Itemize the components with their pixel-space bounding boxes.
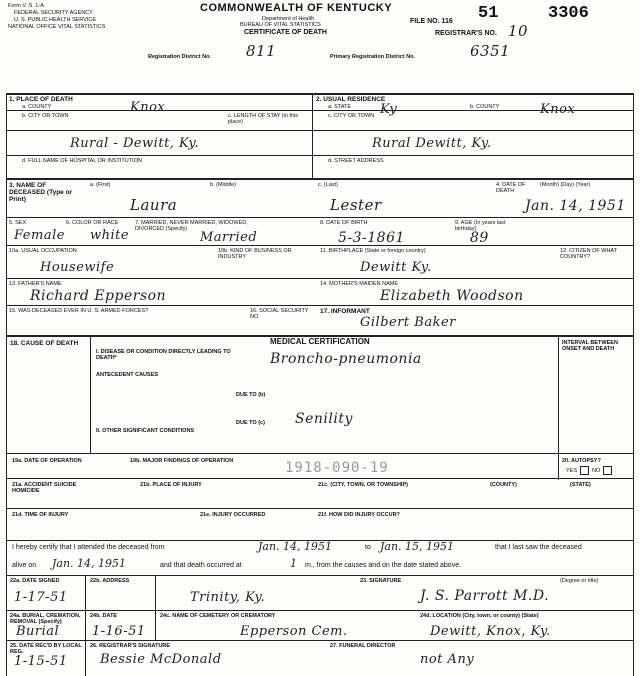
accident-label: 21a. ACCIDENT SUICIDE HOMICIDE [12, 482, 77, 494]
birthplace: Dewitt Ky. [360, 260, 432, 275]
agency-line-1: FEDERAL SECURITY AGENCY [14, 10, 93, 16]
death-hour: 1 [290, 557, 297, 570]
burial-date: 1-16-51 [92, 624, 146, 639]
injury-occurred-label: 21e. INJURY OCCURRED [200, 512, 266, 518]
birthplace-label: 11. BIRTHPLACE (State or foreign country) [320, 248, 426, 254]
location-label: 24d. LOCATION (City, town, or county) (State) [420, 613, 539, 619]
primary-reg-label: Primary Registration District No. [330, 54, 415, 60]
marital-label: 7. MARRIED, NEVER MARRIED, WIDOWED, DIVORCED (Specify) [135, 220, 248, 232]
recd-date: 1-15-51 [14, 654, 68, 669]
file-no-label: FILE NO. 116 [410, 18, 453, 25]
other-conditions-label: II. OTHER SIGNIFICANT CONDITIONS [96, 428, 195, 434]
date-of-death-label: 4. DATE OF DEATH [496, 182, 526, 194]
address-label: 22b. ADDRESS [90, 578, 130, 584]
burial: Burial [16, 624, 60, 639]
informant-label: 17. INFORMANT [320, 308, 370, 315]
death-county-label: a. COUNTY [22, 104, 52, 110]
certify-text-1: I hereby certify that I attended the deceased from [12, 544, 165, 551]
file-no-a: 51 [478, 4, 499, 23]
reg-district-label: Registration District No. [148, 54, 211, 60]
burial-label: 24a. BURIAL, CREMATION, REMOVAL (Specify) [10, 613, 81, 625]
armed-forces-label: 15. WAS DECEASED EVER IN U. S. ARMED FORCES? [9, 308, 149, 314]
date-signed-label: 22a. DATE SIGNED [10, 578, 60, 584]
medical-heading: MEDICAL CERTIFICATION [270, 337, 370, 346]
res-street-label: d. STREET ADDRESS [328, 158, 384, 164]
degree-label: (Degree or title) [560, 578, 599, 584]
autopsy-yes-box [580, 466, 589, 475]
primary-reg: 6351 [470, 42, 511, 60]
how-injury-label: 21f. HOW DID INJURY OCCUR? [318, 512, 400, 518]
certify-text-3: and that death occurred at [160, 562, 242, 569]
res-state: Ky [380, 102, 398, 117]
location: Dewitt, Knox, Ky. [430, 624, 551, 639]
antecedent-label: ANTECEDENT CAUSES [96, 372, 159, 378]
autopsy-no-box [603, 466, 612, 475]
cemetery-label: 24c. NAME OF CEMETERY OR CREMATORY [160, 613, 276, 619]
first-label: a. (First) [90, 182, 111, 188]
mother-label: 14. MOTHER'S MAIDEN NAME [320, 281, 399, 287]
reg-district: 811 [246, 42, 277, 60]
certify-from: Jan. 14, 1951 [258, 540, 333, 553]
res-city-label: c. CITY OR TOWN [328, 113, 375, 119]
dept-line: Department of Health [262, 16, 315, 22]
agency-line-2: U. S. PUBLIC HEALTH SERVICE [14, 17, 97, 23]
certify-text-4: m., from the causes and on the date stated above. [305, 562, 462, 569]
file-no-b: 3306 [548, 4, 589, 23]
race: white [90, 228, 130, 243]
res-county-label: b. COUNTY [470, 104, 500, 110]
race-label: 6. COLOR OR RACE [66, 220, 119, 226]
business-label: 10b. KIND OF BUSINESS OR INDUSTRY [218, 248, 292, 260]
certificate-title: CERTIFICATE OF DEATH [244, 29, 327, 36]
certify-to-word: to [365, 544, 371, 551]
hospital-label: d. FULL NAME OF HOSPITAL OR INSTITUTION [22, 158, 142, 164]
cause-c: Senility [295, 411, 353, 427]
autopsy-label: 20. AUTOPSY? [562, 458, 601, 464]
length-of-stay-label: c. LENGTH OF STAY (in this place) [228, 113, 298, 125]
stamp-number: 1918-090-19 [285, 460, 389, 476]
autopsy-no: NO [592, 468, 601, 474]
occupation: Housewife [40, 260, 115, 275]
findings-label: 19b. MAJOR FINDINGS OF OPERATION [130, 458, 234, 464]
funeral-director: not Any [420, 652, 475, 667]
ss-label: 16. SOCIAL SECURITY NO. [250, 308, 309, 320]
sex: Female [14, 228, 65, 243]
recd-label: 25. DATE REC'D BY LOCAL REG. [10, 643, 82, 655]
address: Trinity, Ky. [190, 590, 266, 605]
signature-label: 23. SIGNATURE [360, 578, 402, 584]
mdy-label: (Month) (Day) (Year) [540, 182, 591, 188]
certify-to: Jan. 15, 1951 [380, 540, 455, 553]
physician-signature: J. S. Parrott M.D. [420, 588, 550, 604]
funeral-director-label: 27. FUNERAL DIRECTOR [330, 643, 396, 649]
immediate-label: I. DISEASE OR CONDITION DIRECTLY LEADING TO DEATH* [96, 349, 231, 361]
injury-city-label: 21c. (CITY, TOWN, OR TOWNSHIP) [318, 482, 408, 488]
sex-label: 5. SEX [9, 220, 27, 226]
occupation-label: 10a. USUAL OCCUPATION [9, 248, 77, 254]
date-signed: 1-17-51 [14, 590, 68, 605]
injury-county-col: (COUNTY) [490, 482, 517, 488]
place-of-death-label: 1. PLACE OF DEATH [9, 96, 73, 103]
citizen-label: 12. CITIZEN OF WHAT COUNTRY? [560, 248, 617, 260]
informant: Gilbert Baker [360, 315, 456, 330]
mother: Elizabeth Woodson [380, 288, 524, 304]
form-number: Form V. S. 1-A [8, 3, 44, 9]
due-to-b: DUE TO (b) [236, 392, 266, 398]
residence-label: 2. USUAL RESIDENCE [316, 96, 386, 103]
father: Richard Epperson [30, 288, 167, 304]
due-to-c: DUE TO (c) [236, 420, 265, 426]
last-label: c. (Last) [318, 182, 338, 188]
birth: 5-3-1861 [338, 230, 405, 246]
deceased-first: Laura [130, 196, 178, 214]
immediate-cause: Broncho-pneumonia [270, 351, 422, 367]
marital: Married [200, 230, 258, 245]
death-county: Knox [130, 100, 166, 115]
middle-label: b. (Middle) [210, 182, 236, 188]
birth-label: 8. DATE OF BIRTH [320, 220, 368, 226]
cemetery: Epperson Cem. [240, 624, 348, 639]
registrar-signature: Bessie McDonald [100, 652, 222, 667]
cause-label: 18. CAUSE OF DEATH [10, 340, 79, 347]
agency-line-3: NATIONAL OFFICE VITAL STATISTICS [8, 24, 106, 30]
date-of-death: Jan. 14, 1951 [525, 198, 626, 214]
registrar-no-label: REGISTRAR'S NO. [435, 30, 497, 37]
death-city-label: b. CITY OR TOWN [22, 113, 69, 119]
registrar-no: 10 [508, 22, 529, 40]
interval-label: INTERVAL BETWEEN ONSET AND DEATH [562, 340, 618, 352]
deceased-last: Lester [330, 196, 382, 214]
autopsy-yes: YES [566, 468, 578, 474]
age: 89 [470, 230, 489, 246]
alive-date: Jan. 14, 1951 [52, 557, 127, 570]
deceased-name-label: 3. NAME OF DECEASED (Type or Print) [9, 182, 73, 203]
injury-place-label: 21b. PLACE OF INJURY [140, 482, 202, 488]
certify-text-2: that I last saw the deceased [495, 544, 582, 551]
page-title: COMMONWEALTH OF KENTUCKY [200, 2, 393, 14]
registrar-sig-label: 26. REGISTRAR'S SIGNATURE [90, 643, 171, 649]
alive-text: alive on [12, 562, 37, 569]
res-city: Rural Dewitt, Ky. [372, 136, 492, 151]
death-city: Rural - Dewitt, Ky. [70, 136, 200, 151]
bureau-line: BUREAU OF VITAL STATISTICS [240, 22, 321, 28]
res-state-label: a. STATE [328, 104, 352, 110]
burial-date-label: 24b. DATE [90, 613, 118, 619]
res-county: Knox [540, 102, 576, 117]
age-label: 9. AGE (In years last birthday) [455, 220, 506, 232]
father-label: 13. FATHER'S NAME [9, 281, 62, 287]
operation-date-label: 19a. DATE OF OPERATION [12, 458, 82, 464]
time-of-injury-label: 21d. TIME OF INJURY [12, 512, 69, 518]
injury-state-col: (STATE) [570, 482, 591, 488]
